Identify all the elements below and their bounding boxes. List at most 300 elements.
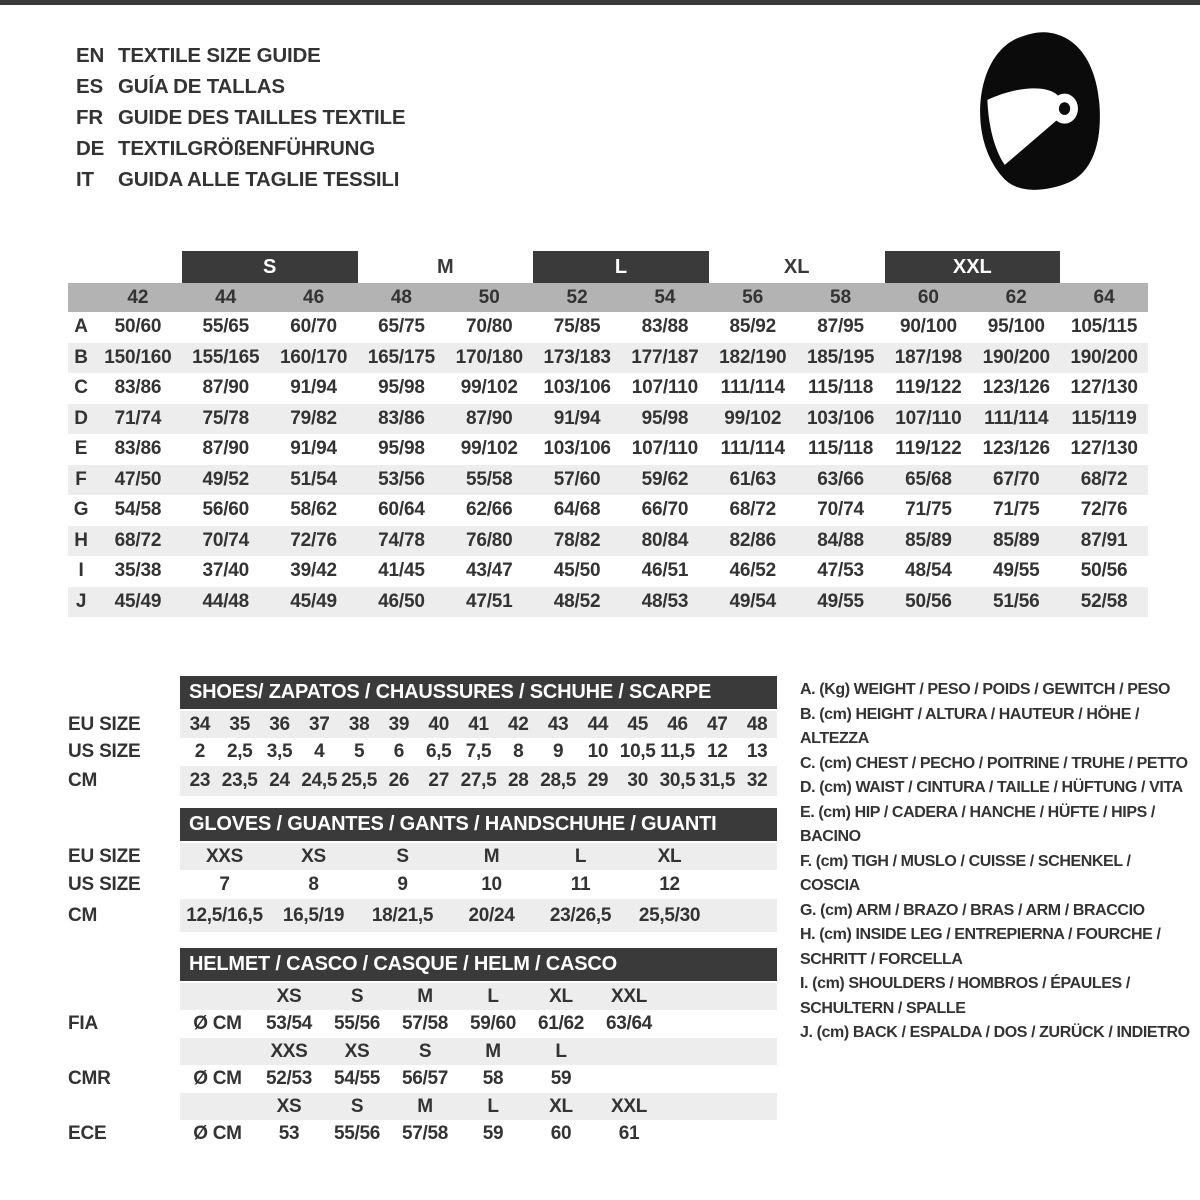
legend-item: A. (Kg) WEIGHT / PESO / POIDS / GEWITCH / PESO — [800, 681, 1171, 698]
helmet-sizes-cmr — [68, 1038, 777, 1065]
size-band-s: S — [182, 251, 358, 283]
size-value-cell: 70/74 — [202, 529, 250, 551]
size-value-cell: 187/198 — [894, 346, 963, 368]
size-cell: L — [555, 1040, 567, 1062]
size-value-cell: 45/49 — [114, 590, 162, 612]
size-cell: 53/54 — [265, 1013, 313, 1034]
size-value-cell: 84/88 — [817, 529, 864, 551]
size-value-cell: 160/170 — [279, 346, 348, 368]
size-value-cell: 63/66 — [817, 468, 864, 490]
size-value-cell: 79/82 — [290, 407, 337, 429]
legend-item: G. (cm) ARM / BRAZO / BRAS / ARM / BRACCIO — [800, 901, 1145, 919]
size-value-cell: 49/55 — [992, 560, 1040, 582]
size-cell: 16,5/19 — [282, 904, 345, 926]
gloves-table — [68, 808, 777, 932]
size-value-cell: 56/60 — [202, 499, 250, 521]
size-value-cell: 49/52 — [202, 468, 250, 490]
size-cell: 23,5 — [221, 770, 258, 791]
size-value-cell: 177/187 — [631, 346, 699, 368]
size-cell: XS — [301, 845, 326, 867]
size-value-cell: 47/53 — [817, 560, 864, 582]
row-label: CM — [68, 770, 98, 791]
size-cell: 47 — [707, 713, 728, 735]
size-cell: 35 — [229, 713, 250, 735]
size-cell: 59 — [482, 1123, 504, 1144]
size-value-cell: 111/114 — [720, 377, 785, 399]
size-value-cell: 103/106 — [543, 377, 611, 399]
size-cell: 8 — [513, 741, 524, 762]
row-label: I — [78, 560, 84, 582]
size-value-cell: 52/58 — [1080, 590, 1128, 612]
gloves-row-0 — [68, 843, 777, 870]
size-value-cell: 155/165 — [192, 346, 260, 368]
size-value-cell: 58/62 — [290, 499, 337, 521]
size-value-cell: 62/66 — [465, 499, 513, 521]
size-value-cell: 70/74 — [817, 499, 864, 521]
size-cell: 31,5 — [699, 770, 736, 791]
gloves-row-2-values — [180, 899, 777, 932]
size-value-cell: 107/110 — [895, 407, 962, 429]
size-value-cell: 123/126 — [982, 377, 1050, 399]
shoes-row-1-values — [180, 738, 777, 766]
helmet-sizes-cmr-values — [180, 1038, 777, 1065]
size-value-cell: 119/122 — [895, 377, 962, 399]
row-label: US SIZE — [68, 873, 141, 895]
measurement-row-e — [68, 434, 1148, 465]
helmet-sizes-fia-values — [180, 983, 777, 1010]
size-value-cell: 46/51 — [641, 560, 689, 582]
language-code: ES — [76, 74, 103, 98]
row-label: CM — [68, 904, 98, 926]
size-column-header: 64 — [1093, 286, 1115, 308]
size-cell: 53 — [278, 1123, 300, 1144]
size-value-cell: 83/86 — [378, 407, 425, 429]
size-value-cell: 127/130 — [1070, 438, 1138, 460]
size-value-cell: 55/58 — [465, 468, 513, 490]
size-cell: 9 — [552, 741, 564, 762]
size-value-cell: 150/160 — [104, 346, 172, 368]
size-value-cell: 103/106 — [543, 438, 611, 460]
size-cell: 29 — [587, 770, 609, 791]
size-column-header: 60 — [917, 286, 939, 308]
helmet-table — [68, 948, 777, 1148]
size-value-cell: 87/91 — [1080, 529, 1128, 551]
gloves-row-1 — [68, 870, 777, 899]
size-column-header: 52 — [566, 286, 588, 308]
size-cell: 60 — [550, 1123, 572, 1144]
language-code: FR — [76, 105, 103, 129]
size-value-cell: 170/180 — [455, 346, 523, 368]
size-value-cell: 190/200 — [1070, 346, 1138, 368]
size-column-header: 54 — [654, 286, 676, 308]
size-value-cell: 54/58 — [114, 499, 162, 521]
measurement-row-b — [68, 343, 1148, 374]
size-cell: 40 — [428, 713, 449, 735]
size-cell: 59/60 — [469, 1013, 517, 1034]
size-value-cell: 123/126 — [982, 438, 1050, 460]
size-cell: 44 — [587, 713, 609, 735]
size-cell: 52/53 — [265, 1068, 313, 1089]
language-title: TEXTILE SIZE GUIDE — [118, 43, 321, 67]
size-value-cell: 173/183 — [543, 346, 611, 368]
helmet-sizes-ece — [68, 1093, 777, 1120]
size-value-cell: 190/200 — [982, 346, 1050, 368]
measurement-rows — [68, 312, 1148, 617]
size-value-cell: 74/78 — [378, 529, 425, 551]
size-value-cell: 65/68 — [905, 468, 952, 490]
size-cell: 59 — [550, 1068, 572, 1089]
size-cell: XL — [549, 1095, 573, 1117]
size-cell: 12 — [707, 741, 728, 762]
size-value-cell: 119/122 — [895, 438, 962, 460]
size-value-cell: 78/82 — [553, 529, 601, 551]
size-value-cell: 87/90 — [465, 407, 513, 429]
helmet-sizes-fia — [68, 983, 777, 1010]
size-value-cell: 45/50 — [553, 560, 601, 582]
size-cell: XXL — [610, 1095, 648, 1117]
size-value-cell: 59/62 — [641, 468, 689, 490]
helmet-values-fia — [68, 1010, 777, 1038]
row-label: EU SIZE — [68, 713, 141, 735]
size-cell: 57/58 — [401, 1123, 449, 1144]
size-value-cell: 80/84 — [641, 529, 689, 551]
size-value-cell: 87/90 — [202, 377, 250, 399]
size-value-cell: 107/110 — [631, 438, 699, 460]
size-value-cell: 115/119 — [1071, 407, 1137, 429]
size-value-cell: 44/48 — [202, 590, 250, 612]
size-cell: XXS — [270, 1040, 308, 1062]
size-value-cell: 111/114 — [984, 407, 1049, 429]
size-value-cell: 48/53 — [641, 590, 689, 612]
size-cell: S — [350, 985, 364, 1007]
size-band-l: L — [533, 251, 709, 283]
measurement-row-j — [68, 587, 1148, 618]
size-cell: L — [487, 985, 499, 1007]
size-value-cell: 41/45 — [378, 560, 425, 582]
size-value-cell: 51/54 — [290, 468, 337, 490]
unit-cell: Ø CM — [193, 1123, 242, 1144]
size-value-cell: 91/94 — [290, 377, 337, 399]
size-cell: 10 — [587, 741, 609, 762]
size-cell: 2 — [194, 741, 206, 762]
size-value-cell: 51/56 — [992, 590, 1040, 612]
size-value-cell: 55/65 — [202, 316, 250, 338]
size-cell: 7,5 — [465, 741, 492, 762]
language-row — [76, 164, 405, 195]
size-cell: 18/21,5 — [371, 904, 434, 926]
size-cell: 25,5/30 — [638, 904, 701, 926]
helmet-values-cmr-values — [180, 1065, 777, 1093]
helmet-values-fia-values — [180, 1010, 777, 1038]
size-cell: S — [350, 1095, 364, 1117]
size-value-cell: 49/55 — [817, 590, 864, 612]
size-value-cell: 99/102 — [724, 407, 782, 429]
size-value-cell: 37/40 — [202, 560, 250, 582]
size-cell: 12 — [659, 873, 680, 895]
size-cell: 23/26,5 — [549, 904, 612, 926]
size-cell: 13 — [746, 741, 768, 762]
gloves-row-1-values — [180, 870, 777, 899]
size-value-cell: 99/102 — [460, 377, 518, 399]
measurement-row-h — [68, 526, 1148, 557]
size-cell: XS — [276, 985, 302, 1007]
size-value-cell: 48/54 — [905, 560, 952, 582]
legend-item: J. (cm) BACK / ESPALDA / DOS / ZURÜCK / INDIETRO — [800, 1024, 1190, 1041]
measurement-row-d — [68, 404, 1148, 435]
helmet-values-ece-values — [180, 1120, 777, 1148]
size-value-cell: 87/95 — [817, 316, 864, 338]
size-band-row — [68, 251, 1148, 283]
size-cell: 37 — [309, 713, 330, 735]
size-value-cell: 91/94 — [553, 407, 601, 429]
measurement-row-f — [68, 465, 1148, 496]
size-cell: 48 — [746, 713, 768, 735]
size-value-cell: 111/114 — [720, 438, 785, 460]
size-cell: S — [418, 1040, 432, 1062]
size-value-cell: 99/102 — [460, 438, 518, 460]
row-label: J — [75, 590, 87, 612]
size-value-cell: 127/130 — [1070, 377, 1138, 399]
size-column-header: 42 — [127, 286, 149, 308]
size-value-cell: 46/50 — [378, 590, 425, 612]
language-title: GUÍA DE TALLAS — [118, 74, 285, 98]
size-cell: 27,5 — [460, 770, 497, 791]
size-cell: 6 — [393, 741, 405, 762]
size-value-cell: 45/49 — [290, 590, 337, 612]
shoes-row-0 — [68, 711, 777, 738]
size-value-cell: 71/75 — [905, 499, 952, 521]
size-value-cell: 60/70 — [290, 316, 337, 338]
size-column-header: 50 — [478, 286, 500, 308]
row-label: F — [75, 468, 87, 490]
size-value-cell: 50/56 — [905, 590, 952, 612]
row-label: C — [74, 377, 88, 399]
size-value-cell: 85/89 — [905, 529, 952, 551]
size-cell: M — [483, 845, 500, 867]
language-title: GUIDA ALLE TAGLIE TESSILI — [118, 167, 400, 191]
size-value-cell: 103/106 — [806, 407, 875, 429]
size-value-cell: 95/98 — [641, 407, 689, 429]
size-cell: S — [396, 845, 409, 867]
size-cell: 45 — [627, 713, 648, 735]
size-value-cell: 64/68 — [553, 499, 601, 521]
language-code: IT — [76, 167, 94, 191]
size-cell: 10,5 — [619, 741, 656, 762]
language-code: DE — [76, 136, 105, 160]
size-cell: 63/64 — [605, 1013, 653, 1034]
size-value-cell: 57/60 — [553, 468, 601, 490]
legend-item: E. (cm) HIP / CADERA / HANCHE / HÜFTE / HIPS / BACINO — [800, 803, 1155, 845]
legend-item: F. (cm) TIGH / MUSLO / CUISSE / SCHENKEL / COSCIA — [800, 852, 1131, 894]
row-label: FIA — [68, 1013, 99, 1034]
size-value-cell: 85/92 — [729, 316, 777, 338]
row-label: A — [74, 316, 88, 338]
size-cell: 8 — [308, 873, 319, 895]
language-list — [76, 40, 405, 195]
size-cell: 55/56 — [333, 1013, 381, 1034]
size-column-header: 62 — [1005, 286, 1027, 308]
size-cell: 42 — [508, 713, 529, 735]
size-value-cell: 75/85 — [553, 316, 601, 338]
shoes-row-1 — [68, 738, 777, 766]
size-cell: 56/57 — [401, 1068, 449, 1089]
gloves-row-0-values — [180, 843, 777, 870]
helmet-values-cmr — [68, 1065, 777, 1093]
row-label: H — [74, 529, 88, 551]
size-cell: 2,5 — [226, 741, 253, 762]
size-value-cell: 83/88 — [641, 316, 689, 338]
size-cell: XS — [276, 1095, 302, 1117]
size-value-cell: 53/56 — [378, 468, 425, 490]
size-cell: 46 — [667, 713, 688, 735]
size-value-cell: 165/175 — [367, 346, 436, 368]
size-value-cell: 87/90 — [202, 438, 250, 460]
measurement-row-i — [68, 556, 1148, 587]
size-cell: XL — [549, 985, 573, 1007]
size-value-cell: 46/52 — [729, 560, 777, 582]
size-cell: 41 — [468, 713, 489, 735]
row-label: B — [74, 346, 88, 368]
size-value-cell: 68/72 — [729, 499, 777, 521]
size-column-header: 58 — [830, 286, 852, 308]
row-label: E — [74, 438, 88, 460]
size-column-spacer — [68, 283, 94, 312]
size-cell: 25,5 — [341, 770, 377, 791]
helmet-icon-svg — [977, 30, 1107, 195]
size-cell: 3,5 — [266, 741, 293, 762]
measurement-row-g — [68, 495, 1148, 526]
size-value-cell: 115/118 — [807, 438, 874, 460]
size-band-xl: XL — [783, 255, 810, 278]
size-value-cell: 50/56 — [1080, 560, 1128, 582]
legend-item: C. (cm) CHEST / PECHO / POITRINE / TRUHE / PETTO — [800, 754, 1188, 772]
size-value-cell: 90/100 — [899, 316, 957, 338]
size-column-header: 56 — [742, 286, 764, 308]
language-row — [76, 133, 405, 164]
size-cell: 11 — [570, 873, 591, 895]
size-value-cell: 83/86 — [114, 438, 162, 460]
gloves-title: GLOVES / GUANTES / GANTS / HANDSCHUHE / GUANTI — [180, 808, 777, 841]
size-value-cell: 185/195 — [806, 346, 875, 368]
size-cell: 23 — [189, 770, 211, 791]
size-value-cell: 72/76 — [1080, 499, 1128, 521]
helmet-values-ece — [68, 1120, 777, 1148]
size-value-cell: 83/86 — [114, 377, 162, 399]
textile-size-table — [68, 251, 1148, 617]
size-value-cell: 68/72 — [1080, 468, 1128, 490]
size-value-cell: 50/60 — [114, 316, 162, 338]
legend-item: D. (cm) WAIST / CINTURA / TAILLE / HÜFTUNG / VITA — [800, 779, 1183, 796]
size-cell: XXS — [205, 845, 244, 867]
size-value-cell: 76/80 — [465, 529, 513, 551]
size-column-header: 46 — [303, 286, 325, 308]
size-value-cell: 95/98 — [378, 438, 425, 460]
size-cell: 55/56 — [333, 1123, 381, 1144]
size-value-cell: 61/63 — [729, 468, 777, 490]
size-number-row — [68, 283, 1148, 312]
size-cell: XL — [657, 845, 682, 867]
language-row — [76, 40, 405, 71]
size-cell: 7 — [219, 873, 230, 895]
size-cell: 11,5 — [660, 741, 695, 762]
language-title: TEXTILGRÖßENFÜHRUNG — [118, 136, 375, 160]
row-label — [68, 1038, 180, 1065]
size-value-cell: 71/74 — [114, 407, 162, 429]
size-band-m: M — [436, 255, 454, 278]
size-value-cell: 47/51 — [465, 590, 513, 612]
size-cell: 38 — [348, 713, 370, 735]
shoes-table — [68, 676, 777, 796]
size-cell: XXL — [610, 985, 648, 1007]
size-cell: 4 — [314, 741, 325, 762]
size-cell: 61/62 — [537, 1013, 585, 1034]
size-cell: 27 — [428, 770, 449, 791]
legend-item: H. (cm) INSIDE LEG / ENTREPIERNA / FOURCHE / SCHRITT / FORCELLA — [800, 926, 1161, 968]
measurement-legend — [800, 678, 1192, 1046]
size-cell: 26 — [388, 770, 410, 791]
row-label — [68, 1093, 180, 1120]
size-value-cell: 60/64 — [378, 499, 425, 521]
size-cell: 24 — [269, 770, 290, 791]
size-value-cell: 49/54 — [729, 590, 777, 612]
language-title: GUIDE DES TAILLES TEXTILE — [118, 105, 406, 129]
shoes-row-2-values — [180, 766, 777, 796]
size-cell: 12,5/16,5 — [186, 904, 263, 926]
legend-item: B. (cm) HEIGHT / ALTURA / HAUTEUR / HÖHE / ALTEZZA — [800, 705, 1140, 747]
gloves-row-2 — [68, 899, 777, 932]
measurement-row-c — [68, 373, 1148, 404]
shoes-title: SHOES/ ZAPATOS / CHAUSSURES / SCHUHE / SCARPE — [180, 676, 777, 709]
measurement-row-a — [68, 312, 1148, 343]
size-value-cell: 48/52 — [553, 590, 601, 612]
size-column-header: 44 — [215, 286, 237, 308]
size-value-cell: 47/50 — [114, 468, 162, 490]
top-border-bar — [0, 0, 1200, 5]
size-cell: 30,5 — [659, 770, 696, 791]
size-cell: M — [485, 1040, 501, 1062]
language-row — [76, 102, 405, 133]
unit-cell: Ø CM — [193, 1013, 242, 1034]
helmet-title: HELMET / CASCO / CASQUE / HELM / CASCO — [180, 948, 777, 981]
size-value-cell: 65/75 — [378, 316, 425, 338]
row-label: D — [74, 407, 88, 429]
size-cell: 36 — [269, 713, 290, 735]
size-value-cell: 70/80 — [465, 316, 513, 338]
size-cell: L — [487, 1095, 499, 1117]
size-cell: 9 — [397, 873, 408, 895]
size-value-cell: 107/110 — [631, 377, 699, 399]
size-cell: 28,5 — [540, 770, 576, 791]
language-row — [76, 71, 405, 102]
size-value-cell: 35/38 — [114, 560, 162, 582]
row-label — [68, 983, 180, 1010]
size-value-cell: 182/190 — [719, 346, 787, 368]
size-cell: 57/58 — [401, 1013, 449, 1034]
size-cell: 61 — [618, 1123, 640, 1144]
size-cell: 54/55 — [333, 1068, 381, 1089]
size-cell: 5 — [353, 741, 365, 762]
legend-item: I. (cm) SHOULDERS / HOMBROS / ÉPAULES / SCHULTERN / SPALLE — [800, 975, 1130, 1017]
size-cell: 20/24 — [468, 904, 515, 926]
size-cell: 28 — [508, 770, 529, 791]
size-band-xxl: XXL — [885, 251, 1061, 283]
size-value-cell: 68/72 — [114, 529, 162, 551]
size-cell: L — [574, 845, 587, 867]
size-column-header: 48 — [390, 286, 412, 308]
row-label: EU SIZE — [68, 845, 141, 867]
size-value-cell: 105/115 — [1070, 316, 1138, 338]
size-cell: 34 — [189, 713, 211, 735]
